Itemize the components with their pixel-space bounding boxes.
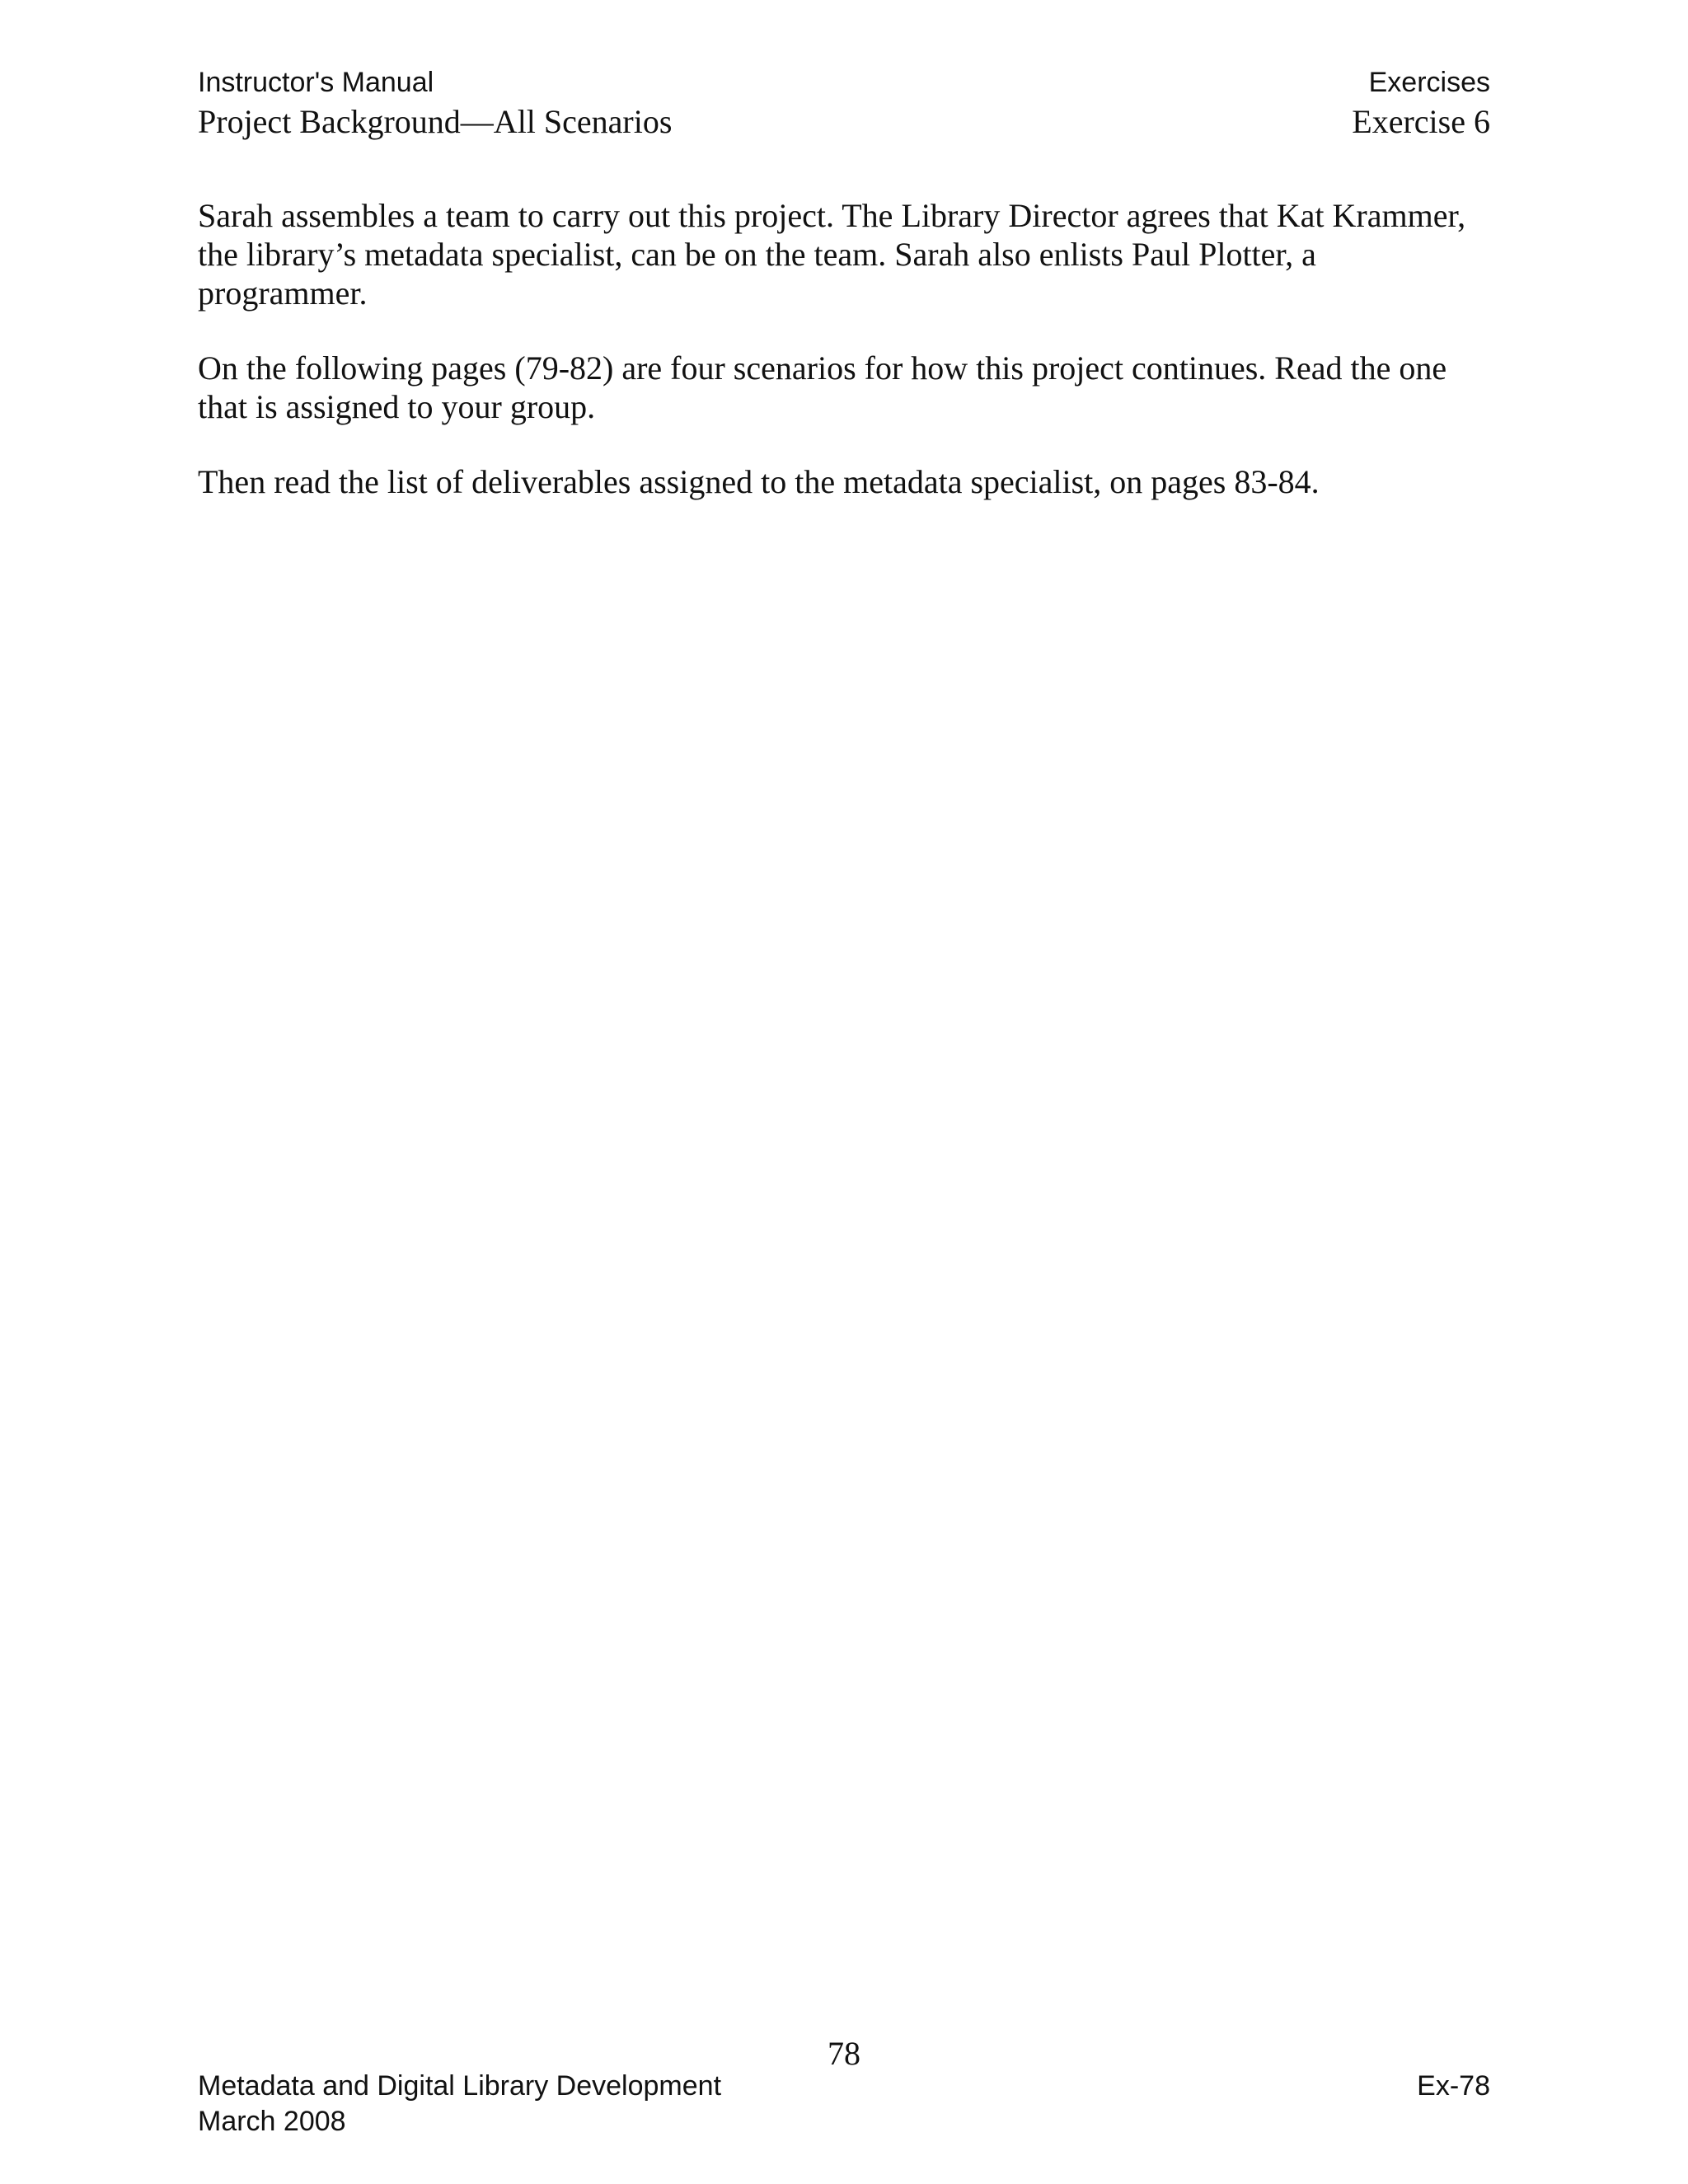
page-number: 78 — [828, 2035, 860, 2072]
page-header — [198, 64, 1490, 143]
paragraph-team: Sarah assembles a team to carry out this project. The Library Director agrees that Kat Krammer, the library’s metadata specialist, can be on the team. Sarah also enlists Paul Plotter, a programmer. — [198, 197, 1466, 312]
header-left — [198, 64, 672, 143]
manual-title: Instructor's Manual — [198, 67, 434, 98]
footer-page-id: Ex-78 — [1417, 2070, 1490, 2102]
footer-right — [1417, 2069, 1490, 2104]
header-right — [1352, 64, 1490, 143]
page-footer — [198, 2069, 1490, 2143]
body-text — [198, 196, 1492, 537]
course-title: Metadata and Digital Library Development — [198, 2070, 722, 2102]
exercise-number: Exercise 6 — [1352, 103, 1490, 140]
publication-date: March 2008 — [198, 2106, 346, 2137]
exercises-label: Exercises — [1368, 67, 1490, 98]
section-title: Project Background—All Scenarios — [198, 103, 673, 140]
footer-left — [198, 2069, 721, 2139]
paragraph-scenarios: On the following pages (79-82) are four scenarios for how this project continues. Read the one that is assigned to your group. — [198, 349, 1447, 425]
paragraph-deliverables: Then read the list of deliverables assigned to the metadata specialist, on pages 83-84. — [198, 463, 1320, 500]
